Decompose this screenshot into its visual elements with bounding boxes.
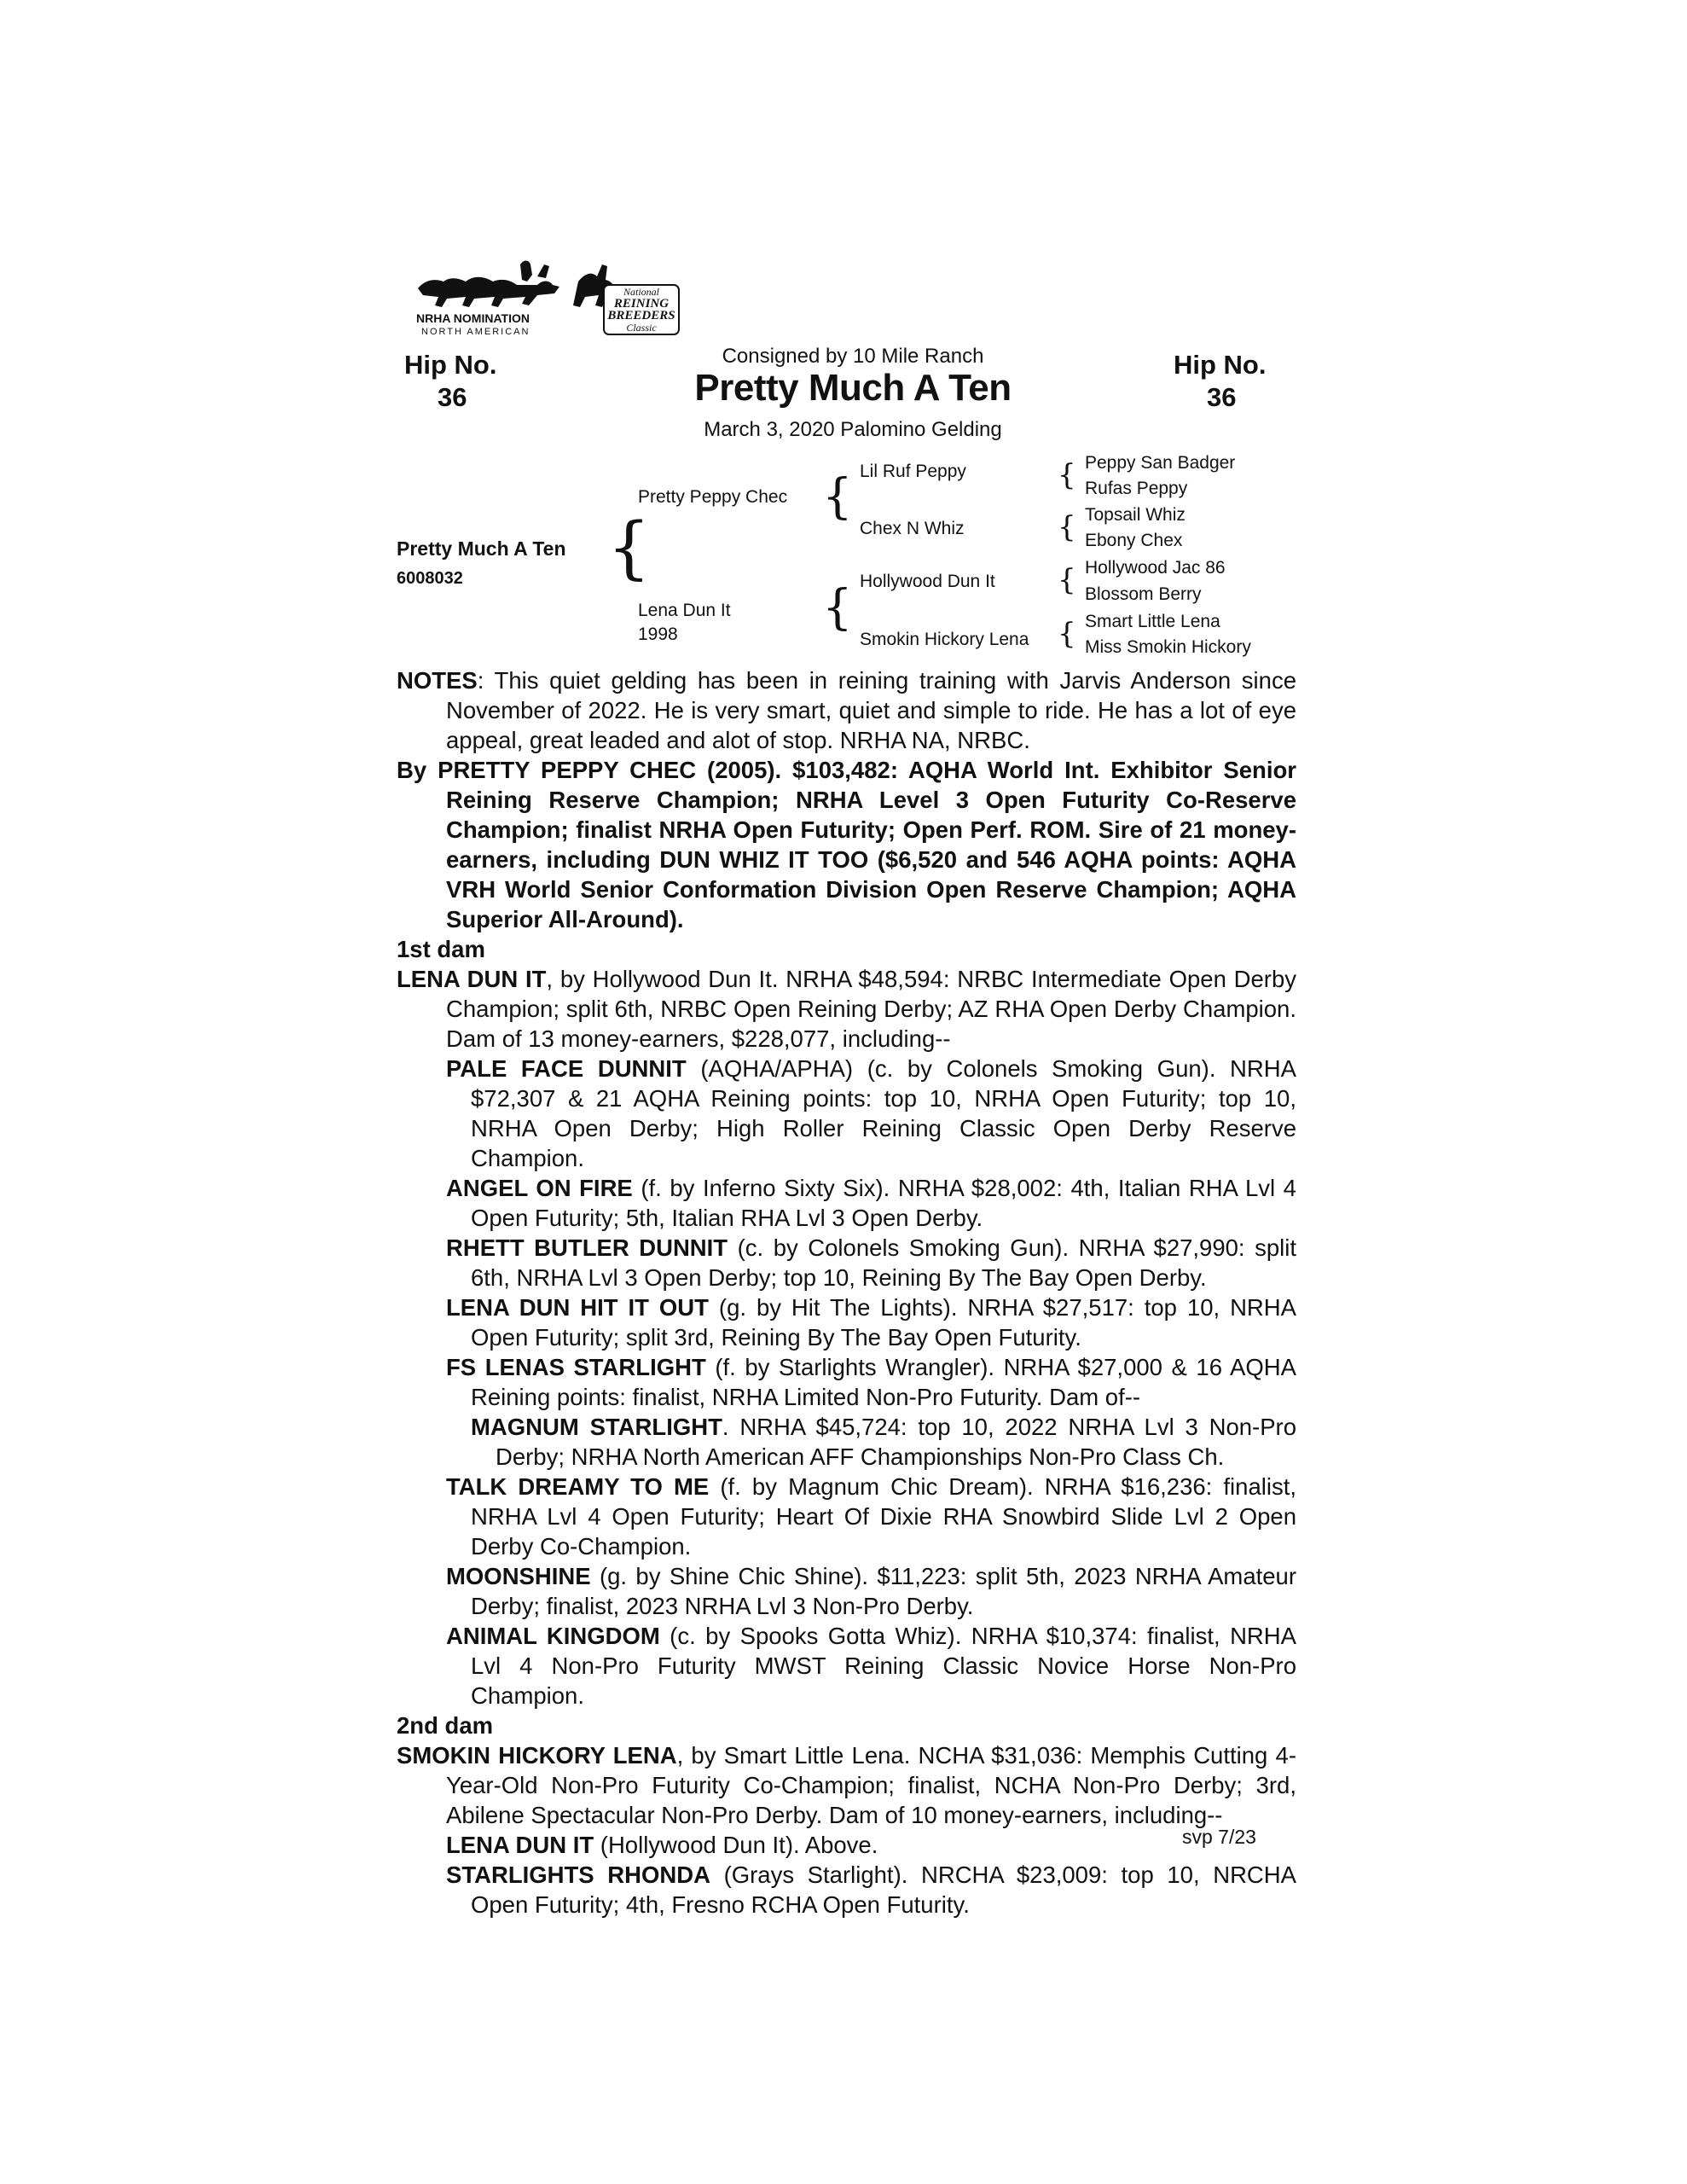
pedigree-g2: Rufas Peppy (1085, 479, 1188, 498)
offspring-name: MOONSHINE (446, 1563, 591, 1589)
brace-icon: { (1058, 510, 1076, 544)
second-dam-name: SMOKIN HICKORY LENA (397, 1742, 677, 1769)
offspring-text: (f. by Inferno Sixty Six). NRHA $28,002: 4th, Italian RHA Lvl 4 Open Futurity; 5th, Italian RHA Lvl 3 Open Derby. (471, 1175, 1296, 1231)
pedigree-reg-number: 6008032 (397, 569, 463, 588)
header-logos (409, 256, 682, 350)
nrha-horses-logo (409, 256, 682, 350)
offspring-text: (g. by Shine Chic Shine). $11,223: split 5th, 2023 NRHA Amateur Derby; finalist, 2023 NRHA Lvl 3 Non-Pro Derby. (471, 1563, 1296, 1619)
offspring-name: ANGEL ON FIRE (446, 1175, 633, 1201)
grand-offspring-entry (446, 1412, 1296, 1472)
brace-icon: { (1058, 563, 1076, 597)
offspring-name: LENA DUN HIT IT OUT (446, 1294, 709, 1321)
svg-text:NORTH AMERICAN: NORTH AMERICAN (421, 327, 530, 337)
pedigree-sire: Pretty Peppy Chec (638, 487, 788, 507)
notes-label: NOTES (397, 667, 478, 694)
offspring-entry (421, 1830, 1296, 1860)
hip-label-left: Hip No. (404, 350, 497, 380)
offspring-entry (421, 1173, 1296, 1233)
offspring-entry (421, 1621, 1296, 1711)
notes-paragraph (397, 665, 1296, 755)
brace-icon: { (1058, 458, 1076, 492)
second-dam-paragraph (397, 1740, 1296, 1830)
svg-text:BREEDERS: BREEDERS (607, 309, 675, 322)
offspring-name: ANIMAL KINGDOM (446, 1623, 660, 1649)
offspring-entry (421, 1233, 1296, 1292)
offspring-name: PALE FACE DUNNIT (446, 1055, 687, 1082)
offspring-entry (421, 1054, 1296, 1173)
brace-icon: { (1058, 617, 1076, 651)
pedigree-g6: Blossom Berry (1085, 584, 1202, 604)
offspring-entry (421, 1352, 1296, 1412)
pedigree-g5: Hollywood Jac 86 (1085, 558, 1226, 578)
brace-icon: { (822, 469, 853, 525)
horse-name-title: Pretty Much A Ten (694, 367, 1012, 409)
svg-text:REINING: REINING (613, 297, 670, 311)
pedigree-g8: Miss Smokin Hickory (1085, 637, 1251, 657)
offspring-text: (Hollywood Dun It). Above. (594, 1832, 878, 1858)
offspring-text: (f. by Magnum Chic Dream). NRHA $16,236: finalist, NRHA Lvl 4 Open Futurity; Heart Of Dixie RHA Snowbird Slide Lvl 2 Open Derby Co-Champion. (471, 1473, 1297, 1560)
offspring-name: MAGNUM STARLIGHT (471, 1414, 722, 1440)
sire-paragraph: By PRETTY PEPPY CHEC (2005). $103,482: AQHA World Int. Exhibitor Senior Reining Reserve Champion; NRHA Level 3 Open Futurity Co-Reserve Champion; finalist NRHA Open Futurity; Open Perf. ROM. Sire of 21 money-earners, including DUN WHIZ IT TOO ($6,520 and 546 AQHA points: AQHA VRH World Senior Conformation Division Open Reserve Champion; AQHA Superior All-Around). (397, 757, 1296, 932)
hip-label-right: Hip No. (1174, 350, 1267, 380)
first-dam-text: , by Hollywood Dun It. NRHA $48,594: NRBC Intermediate Open Derby Champion; split 6th, NRBC Open Reining Derby; AZ RHA Open Derby Champion. Dam of 13 money-earners, $228,077, including-- (446, 966, 1296, 1052)
pedigree-sire-dam: Chex N Whiz (860, 519, 965, 538)
pedigree-g7: Smart Little Lena (1085, 612, 1220, 631)
birth-info: March 3, 2020 Palomino Gelding (704, 418, 1002, 441)
offspring-name: TALK DREAMY TO ME (446, 1473, 710, 1500)
pedigree-subject: Pretty Much A Ten (397, 537, 566, 560)
pedigree-dam: Lena Dun It (638, 601, 731, 620)
pedigree-dam-year: 1998 (638, 624, 678, 644)
catalog-body (397, 665, 1296, 1920)
offspring-entry (421, 1292, 1296, 1352)
pedigree-dam-dam: Smokin Hickory Lena (860, 630, 1029, 649)
hip-number-right: 36 (1207, 382, 1237, 412)
second-dam-text: , by Smart Little Lena. NCHA $31,036: Memphis Cutting 4-Year-Old Non-Pro Futurity Co-Champion; finalist, NCHA Non-Pro Derby; 3rd, Abilene Spectacular Non-Pro Derby. Dam of 10 money-earners, including-- (446, 1742, 1296, 1828)
offspring-text: (c. by Colonels Smoking Gun). NRHA $27,990: split 6th, NRHA Lvl 3 Open Derby; top 10, Reining By The Bay Open Derby. (471, 1234, 1297, 1291)
offspring-text: (c. by Spooks Gotta Whiz). NRHA $10,374: finalist, NRHA Lvl 4 Non-Pro Futurity MWST Reining Classic Novice Horse Non-Pro Champion. (471, 1623, 1296, 1709)
pedigree-g4: Ebony Chex (1085, 531, 1183, 550)
offspring-name: STARLIGHTS RHONDA (446, 1862, 710, 1888)
offspring-name: LENA DUN IT (446, 1832, 594, 1858)
brace-icon: { (607, 508, 651, 587)
offspring-name: RHETT BUTLER DUNNIT (446, 1234, 728, 1261)
pedigree-dam-sire: Hollywood Dun It (860, 572, 995, 591)
svg-text:National: National (623, 286, 660, 298)
svg-text:NRHA NOMINATION: NRHA NOMINATION (416, 311, 530, 325)
offspring-text: (Grays Starlight). NRCHA $23,009: top 10, NRCHA Open Futurity; 4th, Fresno RCHA Open Futurity. (471, 1862, 1296, 1918)
offspring-text: . NRHA $45,724: top 10, 2022 NRHA Lvl 3 Non-Pro Derby; NRHA North American AFF Championships Non-Pro Class Ch. (496, 1414, 1296, 1470)
first-dam-heading: 1st dam (397, 936, 485, 962)
footer-code: svp 7/23 (1182, 1826, 1256, 1848)
offspring-entry (421, 1472, 1296, 1561)
hip-number-left: 36 (438, 382, 467, 412)
offspring-entry (421, 1561, 1296, 1621)
offspring-text: (f. by Starlights Wrangler). NRHA $27,000 & 16 AQHA Reining points: finalist, NRHA Limited Non-Pro Futurity. Dam of-- (471, 1354, 1296, 1410)
consigned-by: Consigned by 10 Mile Ranch (722, 345, 984, 368)
notes-text: : This quiet gelding has been in reining training with Jarvis Anderson since November of 2022. He is very smart, quiet and simple to ride. He has a lot of eye appeal, great leaded and alot of stop. NRHA NA, NRBC. (446, 667, 1296, 753)
offspring-name: FS LENAS STARLIGHT (446, 1354, 706, 1380)
first-dam-paragraph (397, 964, 1296, 1054)
offspring-text: (AQHA/APHA) (c. by Colonels Smoking Gun). NRHA $72,307 & 21 AQHA Reining points: top 10, NRHA Open Futurity; top 10, NRHA Open Derby; High Roller Reining Classic Open Derby Reserve Champion. (471, 1055, 1296, 1171)
offspring-text: (g. by Hit The Lights). NRHA $27,517: top 10, NRHA Open Futurity; split 3rd, Reining By The Bay Open Futurity. (471, 1294, 1296, 1350)
second-dam-heading: 2nd dam (397, 1712, 494, 1739)
svg-text:Classic: Classic (626, 322, 657, 334)
first-dam-name: LENA DUN IT (397, 966, 547, 992)
pedigree-sire-sire: Lil Ruf Peppy (860, 462, 966, 481)
offspring-entry (421, 1860, 1296, 1920)
pedigree-g3: Topsail Whiz (1085, 505, 1186, 525)
brace-icon: { (822, 580, 853, 636)
pedigree-g1: Peppy San Badger (1085, 453, 1236, 473)
